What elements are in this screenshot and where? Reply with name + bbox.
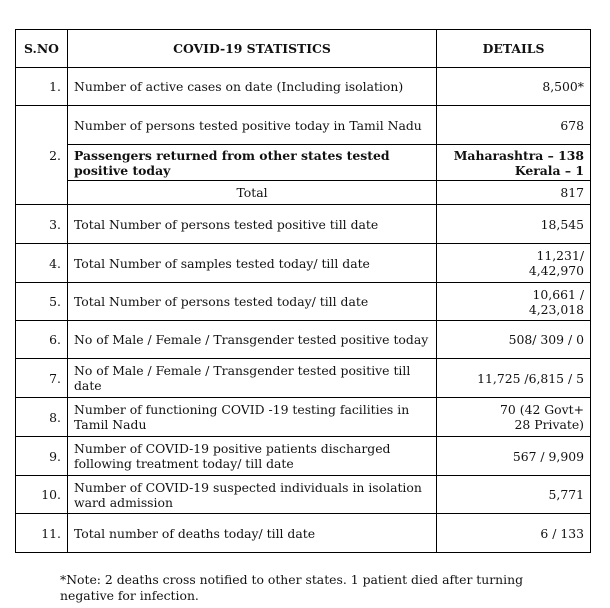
- table-row: [16, 145, 591, 181]
- row-number: 4.: [16, 244, 68, 283]
- header-statistics: COVID-19 STATISTICS: [68, 30, 437, 68]
- row-details: [437, 398, 591, 437]
- row-statistic: Number of COVID-19 suspected individuals in isolation ward admission: [68, 476, 437, 514]
- row-statistic: Number of functioning COVID -19 testing facilities in Tamil Nadu: [68, 398, 437, 437]
- row-number: 5.: [16, 283, 68, 321]
- row-details: [437, 283, 591, 321]
- state-count-kerala: Kerala – 1: [514, 162, 584, 178]
- row-statistic: Number of persons tested positive today in Tamil Nadu: [68, 106, 437, 145]
- table-row: [16, 398, 591, 437]
- row-number: 2.: [16, 106, 68, 205]
- table-row: [16, 437, 591, 476]
- footnote: *Note: 2 deaths cross notified to other states. 1 patient died after turning negative for infection.: [60, 572, 524, 603]
- row-substatistic: Passengers returned from other states tested positive today: [68, 145, 437, 181]
- row-number: 11.: [16, 514, 68, 553]
- row-statistic: Total Number of persons tested today/ till date: [68, 283, 437, 321]
- row-number: 10.: [16, 476, 68, 514]
- row-statistic: Total number of deaths today/ till date: [68, 514, 437, 553]
- table-row: [16, 514, 591, 553]
- row-number: 8.: [16, 398, 68, 437]
- samples-till-date: 4,42,970: [528, 263, 584, 278]
- row-statistic: Total Number of persons tested positive till date: [68, 205, 437, 244]
- row-details: 678: [437, 106, 591, 145]
- row-statistic: Total Number of samples tested today/ till date: [68, 244, 437, 283]
- persons-today: 10,661 /: [532, 286, 584, 302]
- table-row: [16, 106, 591, 145]
- row-subdetails: [437, 145, 591, 181]
- table-row: [16, 359, 591, 398]
- row-statistic: Number of active cases on date (Including isolation): [68, 68, 437, 106]
- row-number: 1.: [16, 68, 68, 106]
- table-row: [16, 283, 591, 321]
- table-row: [16, 68, 591, 106]
- row-number: 6.: [16, 321, 68, 359]
- persons-till-date: 4,23,018: [528, 301, 584, 317]
- row-number: 3.: [16, 205, 68, 244]
- row-details: 8,500*: [437, 68, 591, 106]
- row-statistic: No of Male / Female / Transgender tested positive till date: [68, 359, 437, 398]
- table-header-row: [16, 30, 591, 68]
- total-value: 817: [437, 181, 591, 205]
- covid-statistics-table: [15, 29, 591, 553]
- header-sno: S.NO: [16, 30, 68, 68]
- samples-today: 11,231/: [536, 248, 584, 263]
- facilities-govt: 70 (42 Govt+: [500, 402, 584, 417]
- table-row: [16, 321, 591, 359]
- table-row: [16, 205, 591, 244]
- row-details: 11,725 /6,815 / 5: [437, 359, 591, 398]
- total-label: Total: [68, 181, 437, 205]
- row-details: 567 / 9,909: [437, 437, 591, 476]
- facilities-private: 28 Private): [514, 417, 584, 432]
- row-details: [437, 244, 591, 283]
- table-row-total: [16, 181, 591, 205]
- table-row: [16, 476, 591, 514]
- row-details: 18,545: [437, 205, 591, 244]
- header-details: DETAILS: [437, 30, 591, 68]
- table-row: [16, 244, 591, 283]
- row-details: 508/ 309 / 0: [437, 321, 591, 359]
- row-number: 9.: [16, 437, 68, 476]
- row-details: 6 / 133: [437, 514, 591, 553]
- row-number: 7.: [16, 359, 68, 398]
- row-statistic: Number of COVID-19 positive patients discharged following treatment today/ till date: [68, 437, 437, 476]
- state-count-maharashtra: Maharashtra – 138: [453, 147, 584, 163]
- row-statistic: No of Male / Female / Transgender tested positive today: [68, 321, 437, 359]
- row-details: 5,771: [437, 476, 591, 514]
